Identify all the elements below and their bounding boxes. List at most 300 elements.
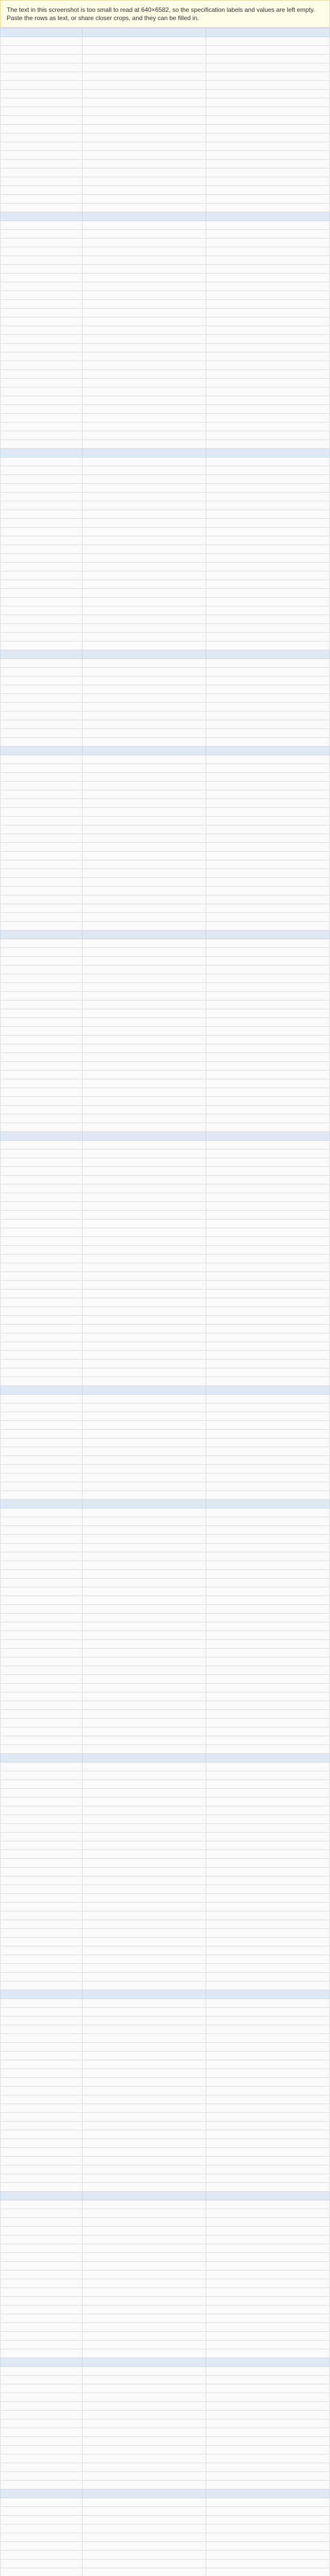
spec-value-cell [206,440,330,449]
spec-value-cell [82,2279,206,2288]
spec-value-cell [82,887,206,895]
spec-value-cell [82,1815,206,1824]
spec-row [1,1649,330,1657]
spec-label-cell [1,2419,82,2428]
spec-label-cell [1,326,82,335]
spec-value-cell [82,825,206,834]
spec-label-cell [1,1193,82,1202]
spec-value-cell [82,221,206,230]
spec-label-cell [1,501,82,510]
spec-value-cell [206,1692,330,1701]
spec-row [1,510,330,519]
spec-value-cell [82,1964,206,1973]
spec-value-cell [82,1211,206,1219]
spec-row [1,1158,330,1167]
spec-label-cell [1,370,82,379]
spec-value-cell [82,475,206,484]
spec-value-cell [206,2025,330,2034]
spec-row [1,1316,330,1325]
model-column-header [82,2489,206,2498]
spec-value-cell [206,2043,330,2052]
spec-row [1,2008,330,2016]
spec-label-cell [1,1158,82,1167]
spec-value-cell [206,125,330,133]
spec-row [1,904,330,913]
spec-value-cell [206,913,330,922]
spec-row [1,1351,330,1360]
spec-value-cell [206,764,330,773]
spec-label-cell [1,2165,82,2174]
spec-value-cell [82,1044,206,1053]
spec-row [1,1219,330,1228]
spec-value-cell [82,2008,206,2016]
spec-value-cell [206,1298,330,1307]
model-column-header [206,1132,330,1141]
spec-value-cell [82,2516,206,2524]
spec-row [1,440,330,449]
spec-row [1,493,330,501]
spec-label-cell [1,711,82,720]
spec-value-cell [206,641,330,650]
spec-label-cell [1,1176,82,1184]
spec-label-cell [1,694,82,703]
spec-row [1,204,330,212]
spec-value-cell [206,1719,330,1727]
spec-value-cell [82,2419,206,2428]
spec-value-cell [206,1228,330,1237]
spec-row [1,475,330,484]
spec-row [1,1368,330,1377]
spec-value-cell [82,606,206,615]
spec-row [1,396,330,405]
spec-row [1,265,330,274]
unreadable-notice: The text in this screenshot is too small to read at 640×6582, so the specification labels and values are left empty. Paste the rows as text, or share closer crops, and they can be filled in. [0,0,330,28]
spec-value-cell [206,1263,330,1272]
spec-value-cell [82,2542,206,2551]
spec-row [1,1395,330,1403]
spec-value-cell [206,589,330,598]
spec-label-cell [1,1001,82,1009]
spec-row [1,799,330,808]
spec-value-cell [206,1981,330,1990]
spec-value-cell [82,2253,206,2262]
spec-value-cell [82,1640,206,1649]
spec-label-cell [1,598,82,606]
spec-label-cell [1,1973,82,1981]
spec-value-cell [82,1911,206,1920]
spec-label-cell [1,1149,82,1158]
spec-value-cell [82,519,206,528]
spec-label-cell [1,55,82,63]
section-title [1,2192,82,2200]
spec-value-cell [206,1272,330,1281]
spec-row [1,1246,330,1255]
spec-value-cell [82,1123,206,1132]
spec-row [1,2183,330,2192]
spec-value-cell [206,256,330,265]
spec-label-cell [1,606,82,615]
spec-value-cell [206,1062,330,1071]
spec-label-cell [1,817,82,825]
spec-value-cell [206,2367,330,2376]
spec-label-cell [1,2078,82,2087]
spec-row [1,1438,330,1447]
spec-value-cell [206,1614,330,1622]
spec-value-cell [206,2533,330,2542]
spec-value-cell [206,519,330,528]
spec-row [1,2025,330,2034]
spec-label-cell [1,1833,82,1841]
spec-label-cell [1,615,82,624]
spec-value-cell [206,580,330,589]
spec-row [1,247,330,256]
spec-label-cell [1,1894,82,1903]
spec-value-cell [82,501,206,510]
spec-row [1,948,330,957]
model-column-header [82,212,206,221]
spec-value-cell [82,1465,206,1473]
spec-row [1,2253,330,2262]
spec-value-cell [206,1053,330,1062]
spec-label-cell [1,1123,82,1132]
spec-value-cell [206,133,330,142]
spec-value-cell [82,1745,206,1754]
spec-value-cell [206,790,330,799]
spec-value-cell [206,1088,330,1097]
spec-label-cell [1,1141,82,1149]
spec-value-cell [206,895,330,904]
spec-label-cell [1,2244,82,2253]
spec-row [1,1421,330,1430]
spec-value-cell [82,2078,206,2087]
spec-label-cell [1,1824,82,1833]
spec-value-cell [82,1920,206,1929]
model-column-header [82,2192,206,2200]
spec-row [1,965,330,974]
spec-row [1,1605,330,1614]
model-column-header [82,1754,206,1762]
spec-value-cell [82,422,206,431]
spec-value-cell [206,1929,330,1938]
spec-value-cell [82,1071,206,1079]
spec-value-cell [206,1806,330,1815]
spec-row [1,2087,330,2095]
spec-row [1,177,330,186]
spec-row [1,1535,330,1544]
spec-value-cell [206,2016,330,2025]
spec-label-cell [1,379,82,387]
section-header [1,1500,330,1509]
spec-value-cell [82,2568,206,2576]
spec-label-cell [1,1762,82,1771]
spec-value-cell [206,2332,330,2341]
spec-value-cell [82,1894,206,1903]
spec-value-cell [206,1579,330,1587]
spec-value-cell [82,46,206,55]
spec-row [1,1237,330,1246]
spec-value-cell [206,1684,330,1692]
spec-label-cell [1,773,82,782]
spec-row [1,317,330,326]
spec-label-cell [1,2306,82,2314]
spec-value-cell [82,703,206,711]
spec-value-cell [82,300,206,309]
spec-value-cell [206,1894,330,1903]
spec-label-cell [1,790,82,799]
spec-value-cell [82,1403,206,1412]
spec-label-cell [1,2270,82,2279]
model-column-header [82,449,206,457]
spec-value-cell [82,1526,206,1535]
spec-value-cell [82,116,206,125]
spec-label-cell [1,1850,82,1859]
spec-value-cell [82,2332,206,2341]
spec-value-cell [206,1736,330,1745]
spec-row [1,598,330,606]
model-column-header [206,449,330,457]
spec-row [1,160,330,168]
spec-value-cell [206,852,330,860]
spec-value-cell [206,1491,330,1500]
spec-label-cell [1,1395,82,1403]
spec-row [1,1824,330,1833]
spec-row [1,116,330,125]
spec-row [1,2411,330,2419]
spec-value-cell [206,1184,330,1193]
spec-label-cell [1,309,82,317]
spec-value-cell [206,116,330,125]
spec-row [1,922,330,930]
spec-label-cell [1,1876,82,1885]
spec-value-cell [206,1351,330,1360]
spec-value-cell [206,2551,330,2560]
section-header [1,2489,330,2498]
spec-row [1,782,330,790]
spec-label-cell [1,1456,82,1465]
spec-row [1,1640,330,1649]
spec-row [1,1762,330,1771]
spec-row [1,624,330,633]
spec-value-cell [206,1771,330,1780]
spec-label-cell [1,1964,82,1973]
spec-label-cell [1,1237,82,1246]
spec-label-cell [1,1106,82,1114]
spec-row [1,2376,330,2384]
spec-value-cell [206,668,330,676]
spec-value-cell [206,414,330,422]
spec-row [1,1001,330,1009]
spec-value-cell [82,773,206,782]
spec-value-cell [206,2297,330,2306]
spec-value-cell [206,685,330,694]
spec-value-cell [82,370,206,379]
spec-row [1,1465,330,1473]
spec-value-cell [82,1561,206,1570]
spec-row [1,1167,330,1176]
spec-value-cell [82,2025,206,2034]
spec-label-cell [1,1097,82,1106]
spec-value-cell [206,992,330,1001]
spec-label-cell [1,440,82,449]
spec-label-cell [1,2568,82,2576]
spec-value-cell [206,1701,330,1710]
spec-row [1,869,330,878]
spec-label-cell [1,764,82,773]
spec-value-cell [82,2069,206,2078]
spec-value-cell [82,711,206,720]
spec-value-cell [206,1561,330,1570]
spec-label-cell [1,387,82,396]
model-column-header [206,28,330,37]
spec-label-cell [1,782,82,790]
spec-value-cell [82,729,206,738]
spec-label-cell [1,1920,82,1929]
spec-value-cell [206,1911,330,1920]
spec-value-cell [206,2481,330,2489]
section-title [1,2489,82,2498]
spec-value-cell [206,247,330,256]
spec-value-cell [206,703,330,711]
spec-row [1,230,330,239]
spec-row [1,939,330,948]
spec-value-cell [82,939,206,948]
spec-row [1,90,330,98]
spec-value-cell [206,1640,330,1649]
spec-value-cell [82,528,206,536]
spec-value-cell [82,913,206,922]
spec-value-cell [82,1955,206,1964]
section-title [1,930,82,939]
spec-label-cell [1,904,82,913]
spec-row [1,274,330,282]
spec-value-cell [206,168,330,177]
spec-label-cell [1,90,82,98]
spec-row [1,239,330,247]
spec-value-cell [206,1316,330,1325]
spec-value-cell [82,1351,206,1360]
spec-row [1,1929,330,1938]
spec-value-cell [82,177,206,186]
spec-row [1,1946,330,1955]
spec-value-cell [206,808,330,817]
spec-value-cell [206,1465,330,1473]
spec-value-cell [206,598,330,606]
spec-label-cell [1,1955,82,1964]
spec-value-cell [82,2095,206,2104]
spec-row [1,1079,330,1088]
spec-label-cell [1,1412,82,1421]
spec-value-cell [82,2218,206,2227]
spec-row [1,1097,330,1106]
spec-row [1,2472,330,2481]
spec-value-cell [82,1605,206,1614]
spec-row [1,2568,330,2576]
spec-label-cell [1,466,82,475]
spec-label-cell [1,685,82,694]
spec-value-cell [82,291,206,300]
spec-value-cell [206,2235,330,2244]
spec-label-cell [1,457,82,466]
spec-row [1,1771,330,1780]
spec-row [1,2393,330,2402]
spec-value-cell [206,2454,330,2463]
spec-value-cell [82,2122,206,2130]
spec-label-cell [1,2227,82,2235]
spec-value-cell [82,457,206,466]
spec-value-cell [82,55,206,63]
spec-value-cell [82,2402,206,2411]
spec-value-cell [206,510,330,519]
spec-value-cell [82,466,206,475]
section-header [1,1754,330,1762]
spec-label-cell [1,1036,82,1044]
spec-value-cell [82,1649,206,1657]
spec-value-cell [82,1798,206,1806]
spec-value-cell [206,843,330,852]
spec-label-cell [1,1263,82,1272]
spec-label-cell [1,1062,82,1071]
spec-value-cell [206,711,330,720]
spec-label-cell [1,922,82,930]
spec-value-cell [82,2411,206,2419]
spec-value-cell [206,2052,330,2060]
spec-row [1,379,330,387]
spec-value-cell [206,1290,330,1298]
spec-value-cell [82,957,206,965]
spec-label-cell [1,1351,82,1360]
spec-label-cell [1,1684,82,1692]
spec-value-cell [206,55,330,63]
spec-row [1,1596,330,1605]
spec-value-cell [206,2437,330,2446]
spec-row [1,107,330,116]
spec-value-cell [206,1307,330,1316]
spec-row [1,1325,330,1333]
spec-value-cell [82,317,206,326]
spec-row [1,1745,330,1754]
spec-value-cell [206,1438,330,1447]
spec-label-cell [1,1298,82,1307]
spec-label-cell [1,2113,82,2122]
spec-label-cell [1,1981,82,1990]
spec-value-cell [82,1876,206,1885]
spec-value-cell [82,352,206,361]
spec-value-cell [82,1167,206,1176]
spec-value-cell [206,974,330,983]
spec-value-cell [206,965,330,974]
spec-row [1,1193,330,1202]
spec-value-cell [206,1079,330,1088]
spec-value-cell [206,2069,330,2078]
spec-value-cell [206,1999,330,2008]
spec-row [1,1149,330,1158]
spec-value-cell [82,2349,206,2358]
spec-value-cell [82,335,206,344]
model-column-header [82,930,206,939]
spec-value-cell [82,81,206,90]
spec-row [1,1570,330,1579]
spec-value-cell [82,2341,206,2349]
spec-value-cell [82,624,206,633]
spec-row [1,957,330,965]
spec-row [1,2279,330,2288]
spec-row [1,46,330,55]
spec-value-cell [206,1430,330,1438]
spec-row [1,887,330,895]
spec-row [1,834,330,843]
spec-label-cell [1,641,82,650]
spec-value-cell [82,992,206,1001]
